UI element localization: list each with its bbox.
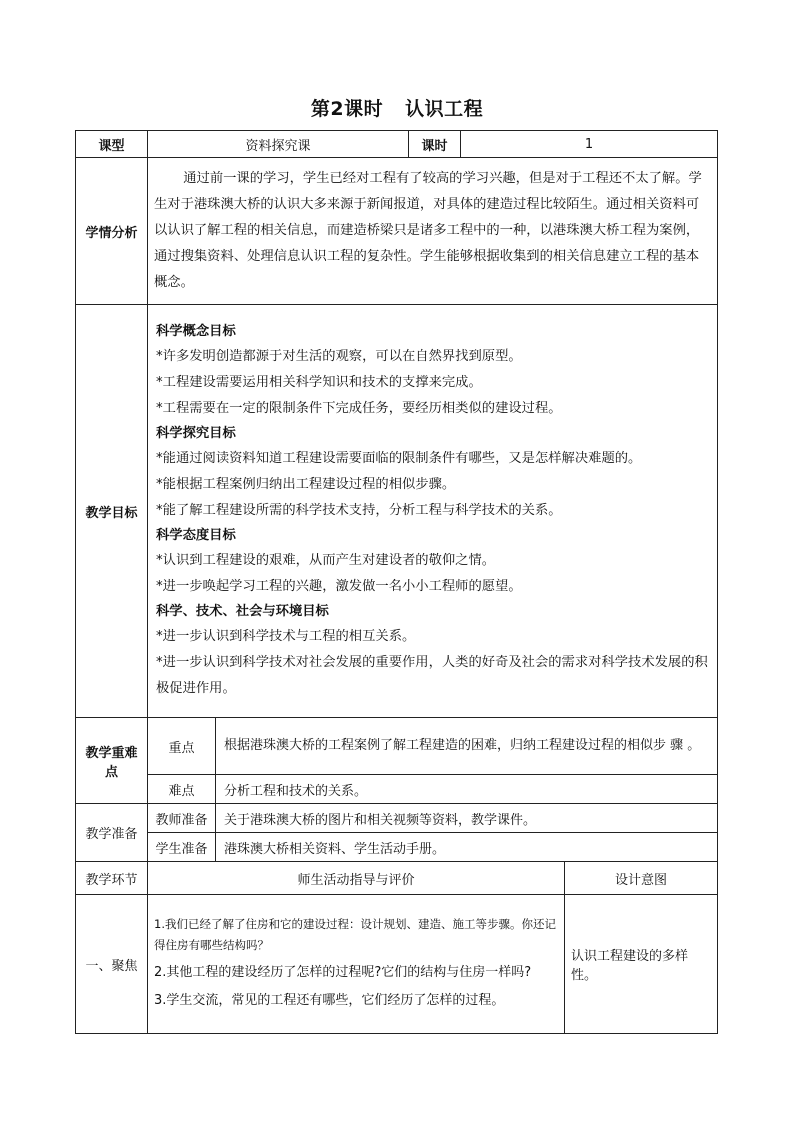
page-title: [0, 94, 794, 121]
row-lesson-type: [76, 131, 718, 158]
goal-item: *工程需要在一定的限制条件下完成任务，要经历相类似的建设过程。: [156, 401, 562, 416]
key-label: 教学重难点: [76, 718, 148, 804]
goal-heading: 科学探究目标: [156, 426, 236, 441]
row-analysis: [76, 158, 718, 305]
lesson-type-label: 课型: [76, 131, 148, 158]
goal-item: *进一步唤起学习工程的兴趣，激发做一名小小工程师的愿望。: [156, 579, 522, 594]
class-hours-label: 课时: [409, 131, 461, 158]
intent-header: 设计意图: [565, 862, 718, 895]
row-prep-teacher: [76, 804, 718, 833]
teacher-prep-text: 关于港珠澳大桥的图片和相关视频等资料，教学课件。: [216, 804, 718, 833]
activity-item: 2.其他工程的建设经历了怎样的过程呢?它们的结构与住房一样吗?: [154, 965, 532, 980]
goal-item: *认识到工程建设的艰难，从而产生对建设者的敬仰之情。: [156, 553, 496, 568]
stage1-intent: 认识工程建设的多样性。: [565, 895, 718, 1034]
focus-label: 重点: [148, 718, 216, 775]
class-hours-value: 1: [461, 131, 718, 158]
goal-item: *进一步认识到科学技术对社会发展的重要作用，人类的好奇及社会的需求对科学技术发展的积极促进作用。: [156, 655, 708, 696]
teacher-prep-label: 教师准备: [148, 804, 216, 833]
goal-item: *能通过阅读资料知道工程建设需要面临的限制条件有哪些，又是怎样解决难题的。: [156, 451, 642, 466]
row-key-difficulty: [76, 775, 718, 804]
goal-item: *能根据工程案例归纳出工程建设过程的相似步骤。: [156, 477, 456, 492]
row-stage-focus: [76, 895, 718, 1034]
activity-item: 3.学生交流，常见的工程还有哪些，它们经历了怎样的过程。: [154, 993, 505, 1008]
title-topic: 认识工程: [405, 98, 484, 120]
lesson-plan-table: [75, 130, 718, 1034]
goal-item: *进一步认识到科学技术与工程的相互关系。: [156, 629, 416, 644]
row-key-focus: [76, 718, 718, 775]
lesson-type-value: 资料探究课: [148, 131, 409, 158]
goals-content: [148, 305, 718, 718]
row-process-header: [76, 862, 718, 895]
student-prep-label: 学生准备: [148, 833, 216, 862]
goal-heading: 科学态度目标: [156, 528, 236, 543]
goal-item: *能了解工程建设所需的科学技术支持，分析工程与科学技术的关系。: [156, 503, 562, 518]
analysis-text: 通过前一课的学习，学生已经对工程有了较高的学习兴趣，但是对于工程还不太了解。学生对于港珠澳大桥的认识大多来源于新闻报道，对具体的建造过程比较陌生。通过相关资料可以认识了解工程的相关信息，而建造桥梁只是诸多工程中的一种，以港珠澳大桥工程为案例，通过搜集资料、处理信息认识工程的复杂性。学生能够根据收集到的相关信息建立工程的基本概念。: [148, 158, 718, 305]
student-prep-text: 港珠澳大桥相关资料、学生活动手册。: [216, 833, 718, 862]
prep-label: 教学准备: [76, 804, 148, 862]
activity-header: 师生活动指导与评价: [148, 862, 565, 895]
goals-label: 教学目标: [76, 305, 148, 718]
stage1-activity: [148, 895, 565, 1034]
difficulty-label: 难点: [148, 775, 216, 804]
goal-heading: 科学概念目标: [156, 324, 236, 339]
activity-item: 1.我们已经了解了住房和它的建设过程：设计规划、建造、施工等步骤。你还记得住房有哪些结构吗？: [154, 917, 556, 952]
title-lesson: 第2课时: [310, 98, 384, 120]
focus-text: 根据港珠澳大桥的工程案例了解工程建造的困难，归纳工程建设过程的相似步 骤 。: [216, 718, 718, 775]
analysis-label: 学情分析: [76, 158, 148, 305]
row-goals: [76, 305, 718, 718]
goal-item: *许多发明创造都源于对生活的观察，可以在自然界找到原型。: [156, 349, 522, 364]
goal-item: *工程建设需要运用相关科学知识和技术的支撑来完成。: [156, 375, 482, 390]
row-prep-student: [76, 833, 718, 862]
stage-header: 教学环节: [76, 862, 148, 895]
goal-heading: 科学、技术、社会与环境目标: [156, 604, 329, 619]
stage1-label: 一、聚焦: [76, 895, 148, 1034]
difficulty-text: 分析工程和技术的关系。: [216, 775, 718, 804]
